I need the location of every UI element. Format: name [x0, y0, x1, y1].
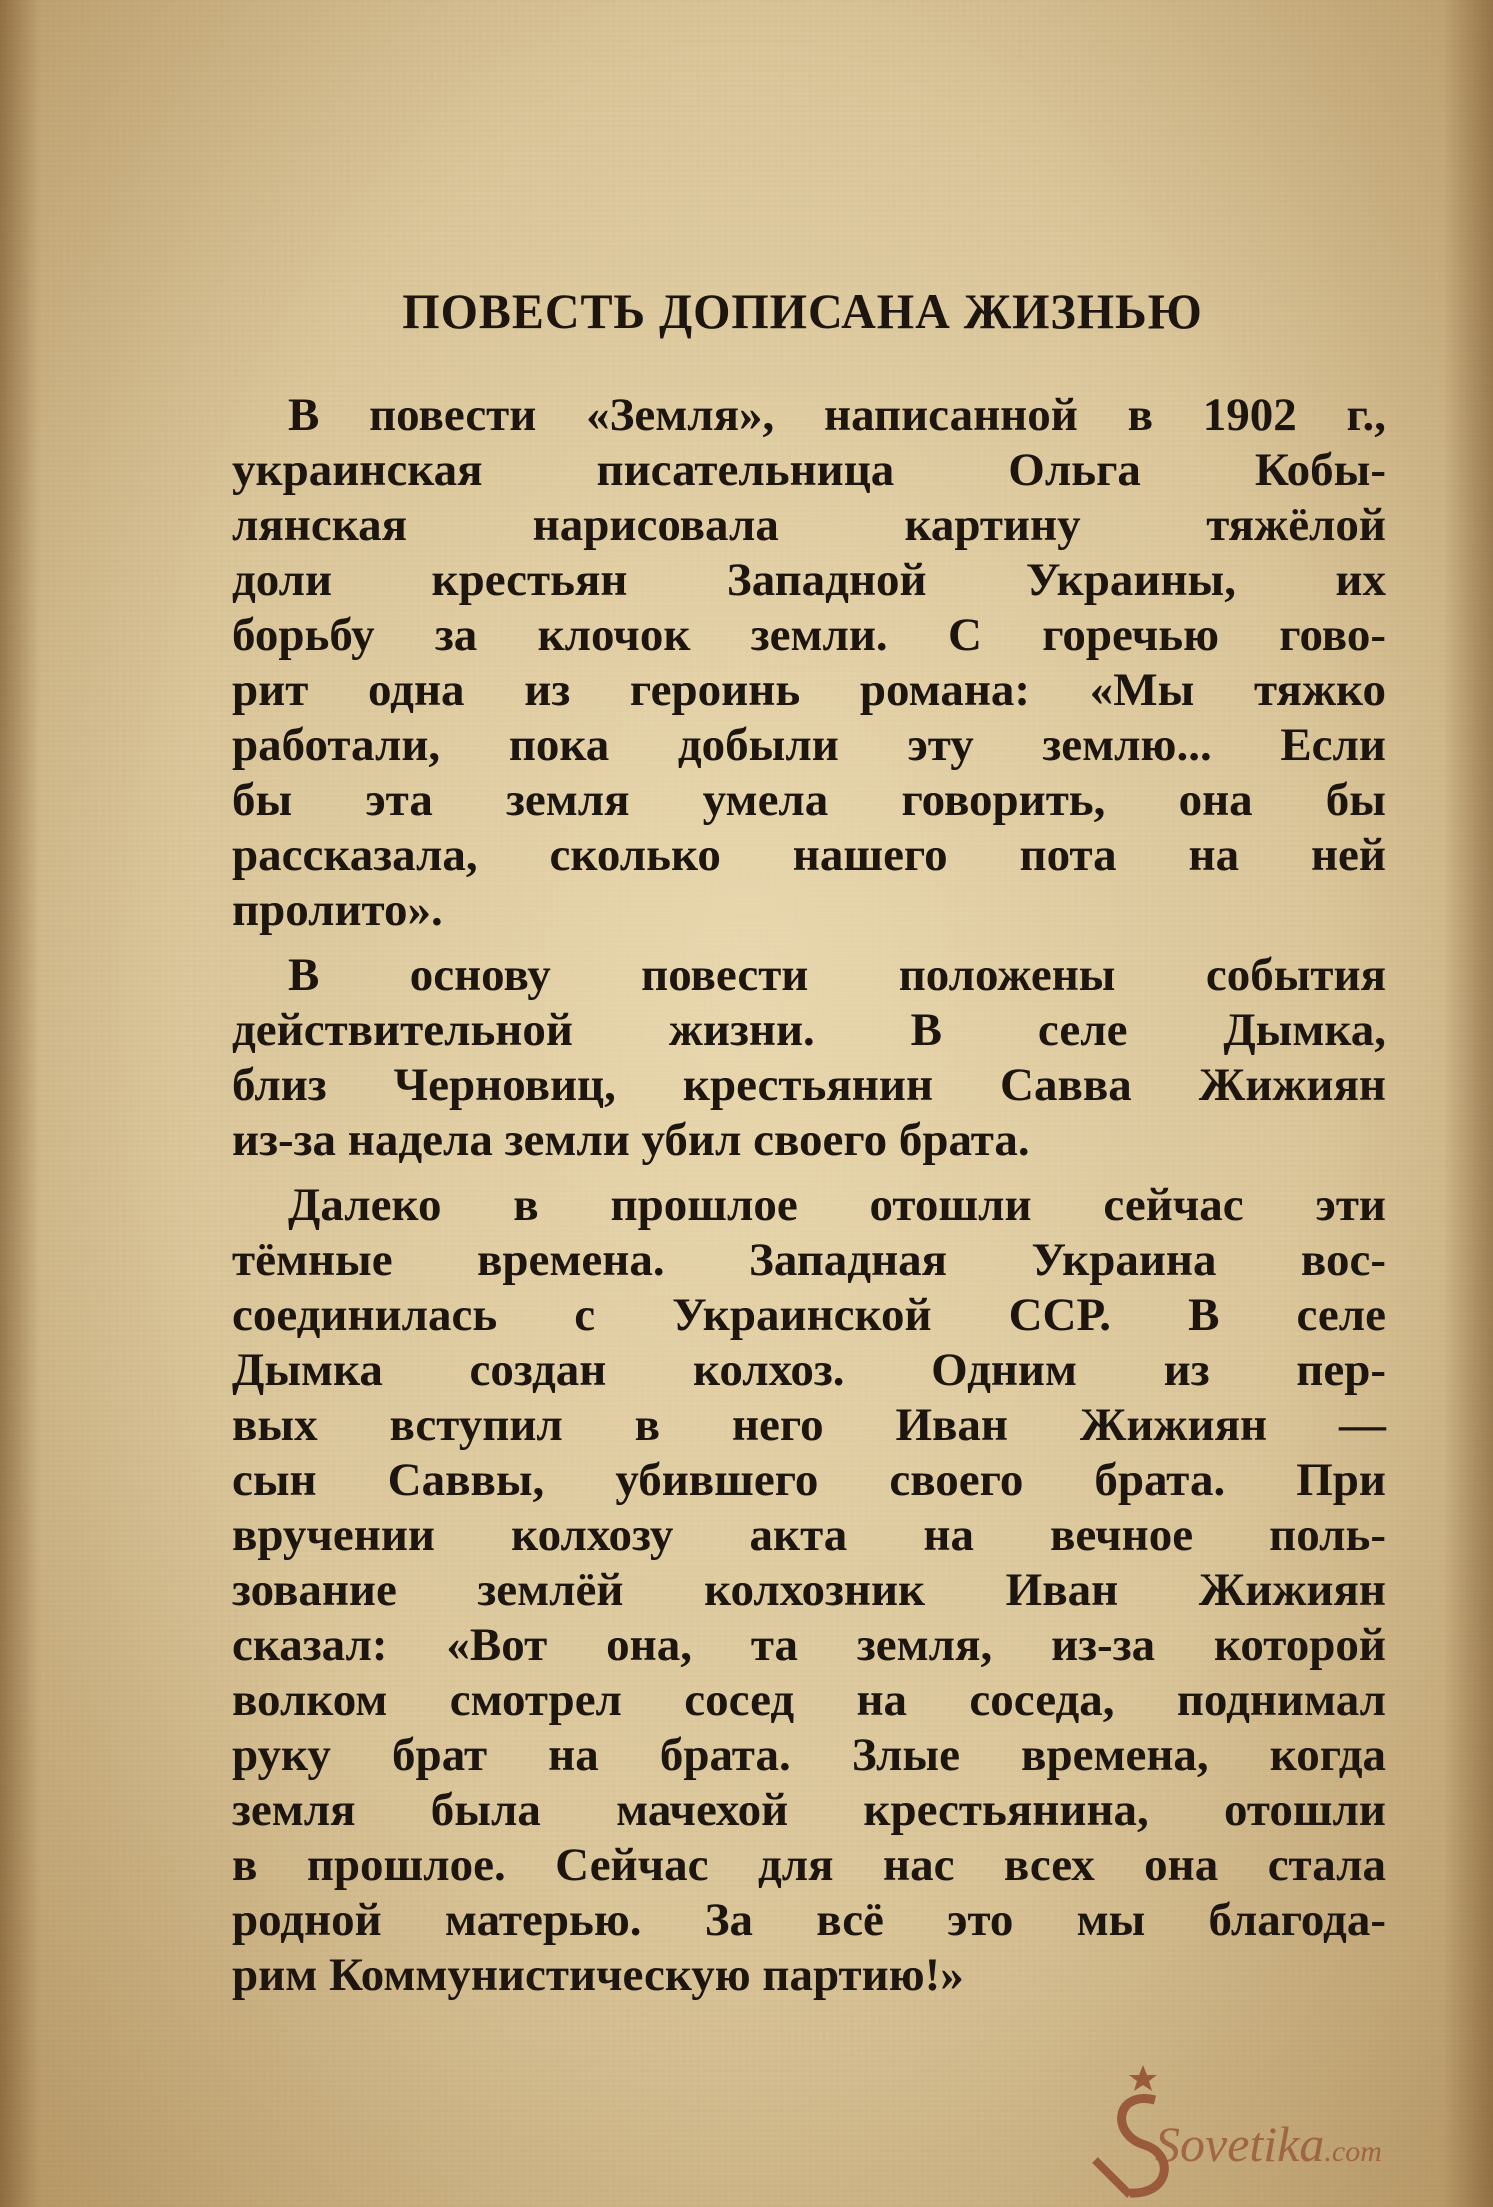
text-line: В основу повести положены события	[288, 949, 1386, 1001]
page-edge-shadow-left	[0, 0, 40, 2207]
text-line: действительной жизни. В селе Дымка,	[232, 1004, 1386, 1056]
text-line: соединилась с Украинской ССР. В селе	[232, 1289, 1386, 1341]
text-line: руку брат на брата. Злые времена, когда	[232, 1729, 1386, 1781]
text-line: пролито».	[232, 884, 443, 936]
text-line: в прошлое. Сейчас для нас всех она стала	[232, 1839, 1386, 1891]
text-line: тёмные времена. Западная Украина вос-	[232, 1234, 1386, 1286]
sovetika-watermark-logo	[1075, 2065, 1475, 2205]
text-line: бы эта земля умела говорить, она бы	[232, 774, 1386, 826]
text-line: родной матерью. За всё это мы благода-	[232, 1894, 1386, 1946]
text-line: борьбу за клочок земли. С горечью гово-	[232, 609, 1386, 661]
page-edge-shadow-right	[1443, 0, 1493, 2207]
text-line: из-за надела земли убил своего брата.	[232, 1114, 1030, 1166]
text-line: зование землёй колхозник Иван Жижиян	[232, 1564, 1386, 1616]
text-line: вых вступил в него Иван Жижиян —	[232, 1399, 1386, 1451]
text-line: доли крестьян Западной Украины, их	[232, 554, 1386, 606]
text-line: рим Коммунистическую партию!»	[232, 1949, 964, 2001]
text-line: украинская писательница Ольга Кобы-	[232, 444, 1386, 496]
text-line: вручении колхозу акта на вечное поль-	[232, 1509, 1386, 1561]
text-line: волком смотрел сосед на соседа, поднимал	[232, 1674, 1386, 1726]
text-line: рассказала, сколько нашего пота на ней	[232, 829, 1386, 881]
text-line: Дымка создан колхоз. Одним из пер-	[232, 1344, 1386, 1396]
text-line: сказал: «Вот она, та земля, из-за которой	[232, 1619, 1386, 1671]
watermark-text: Sovetika.com	[1155, 2116, 1382, 2172]
text-line: сын Саввы, убившего своего брата. При	[232, 1454, 1386, 1506]
article-title: ПОВЕСТЬ ДОПИСАНА ЖИЗНЬЮ	[402, 283, 1203, 339]
text-line: Далеко в прошлое отошли сейчас эти	[288, 1179, 1386, 1231]
text-line: В повести «Земля», написанной в 1902 г.,	[288, 389, 1386, 441]
text-line: работали, пока добыли эту землю... Если	[232, 719, 1386, 771]
text-line: земля была мачехой крестьянина, отошли	[232, 1784, 1386, 1836]
text-line: лянская нарисовала картину тяжёлой	[232, 499, 1386, 551]
article-body	[232, 388, 1386, 2003]
text-line: близ Черновиц, крестьянин Савва Жижиян	[232, 1059, 1386, 1111]
text-line: рит одна из героинь романа: «Мы тяжко	[232, 664, 1386, 716]
